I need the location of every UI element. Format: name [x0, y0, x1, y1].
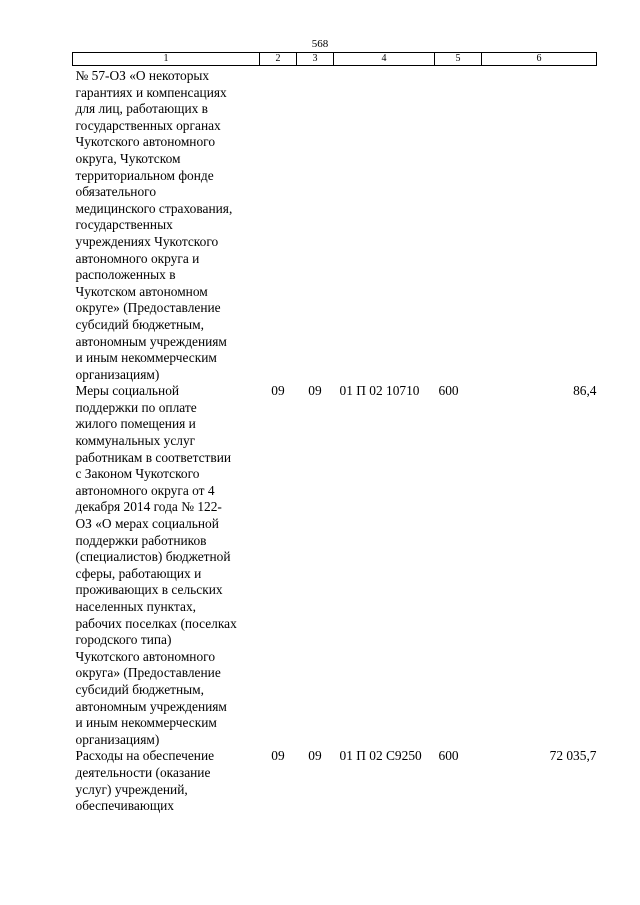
row-name-line: (специалистов) бюджетной — [75, 549, 231, 565]
row-name-line: поддержки работников — [75, 532, 207, 548]
table-row — [73, 383, 597, 748]
column-header-4: 4 — [334, 53, 435, 66]
row-amount: 86,4 — [573, 383, 597, 399]
row-name-line: поддержки по оплате — [75, 399, 197, 415]
row-expense-type-code — [435, 66, 482, 384]
column-number-header — [73, 53, 597, 66]
column-header-1: 1 — [73, 53, 260, 66]
row-name-line: Чукотского автономного — [75, 134, 216, 150]
row-name — [73, 383, 260, 748]
row-name-line: для лиц, работающих в — [75, 101, 208, 117]
row-name-line: обязательного — [75, 184, 157, 200]
row-target-article-code — [334, 66, 435, 384]
row-name-line: государственных органах — [75, 117, 221, 133]
row-amount: 72 035,7 — [549, 748, 597, 764]
row-name-line: округе» (Предоставление — [75, 300, 221, 316]
column-header-5: 5 — [435, 53, 482, 66]
row-name-line: автономного округа и — [75, 250, 200, 266]
row-subsection-code: 09 — [308, 383, 322, 399]
row-target-article-code: 01 П 02 С9250 — [339, 748, 422, 764]
row-name-line: государственных — [75, 217, 173, 233]
page-number: 568 — [311, 38, 329, 50]
row-name-line: субсидий бюджетным, — [75, 681, 205, 697]
row-name-line: расположенных в — [75, 267, 176, 283]
row-name-line: населенных пунктах, — [75, 599, 197, 614]
row-subsection-code — [297, 66, 334, 384]
row-name-line: учреждениях Чукотского — [75, 233, 219, 249]
column-header-2: 2 — [260, 53, 297, 66]
table-row — [73, 66, 597, 384]
row-name-line: услуг) учреждений, — [75, 781, 188, 797]
row-name — [73, 66, 260, 384]
row-name-line: проживающих в сельских — [75, 582, 223, 598]
table-body — [73, 66, 597, 815]
row-amount — [482, 66, 597, 384]
row-name-line: гарантиях и компенсациях — [75, 84, 227, 100]
row-name-line: округа, Чукотском — [75, 150, 181, 166]
row-section-code: 09 — [271, 748, 285, 764]
row-name-line: Чукотском автономном — [75, 283, 208, 299]
row-name-line: сферы, работающих и — [75, 565, 202, 581]
row-expense-type-code: 600 — [438, 383, 459, 399]
row-name-line: автономным учреждениям — [75, 698, 227, 714]
row-subsection-code: 09 — [308, 748, 322, 764]
row-name-line: работникам в соответствии — [75, 449, 232, 465]
row-name-line: рабочих поселках (поселках — [75, 615, 237, 631]
row-name-line: с Законом Чукотского — [75, 466, 200, 482]
column-header-6: 6 — [482, 53, 597, 66]
row-name-line: субсидий бюджетным, — [75, 316, 205, 332]
row-name-line: и иным некоммерческим — [75, 350, 217, 366]
row-name-line: организациям) — [75, 366, 160, 382]
row-name-line: Чукотского автономного — [75, 648, 216, 664]
row-expense-type-code: 600 — [438, 748, 459, 764]
column-header-3: 3 — [297, 53, 334, 66]
row-section-code: 09 — [271, 383, 285, 399]
row-name-line: территориальном фонде — [75, 167, 214, 183]
row-name-line: медицинского страхования, — [75, 200, 233, 216]
row-name-line: обеспечивающих — [75, 798, 174, 814]
row-name-line: № 57-ОЗ «О некоторых — [75, 68, 210, 83]
row-section-code — [260, 66, 297, 384]
row-name — [73, 748, 260, 814]
row-name-line: деятельности (оказание — [75, 764, 211, 780]
row-name-line: автономным учреждениям — [75, 333, 227, 349]
row-target-article-code: 01 П 02 10710 — [339, 383, 420, 399]
row-name-line: автономного округа от 4 — [75, 482, 215, 498]
row-name-line: и иным некоммерческим — [75, 715, 217, 731]
row-name-line: ОЗ «О мерах социальной — [75, 516, 219, 532]
row-name-line: декабря 2014 года № 122- — [75, 499, 222, 515]
row-name-line: Меры социальной — [75, 383, 180, 399]
table-row — [73, 748, 597, 814]
budget-table — [72, 52, 597, 815]
row-name-line: жилого помещения и — [75, 416, 196, 432]
row-name-line: организациям) — [75, 731, 160, 747]
row-name-line: Расходы на обеспечение — [75, 748, 215, 764]
row-name-line: коммунальных услуг — [75, 433, 196, 449]
row-name-line: округа» (Предоставление — [75, 665, 221, 681]
row-name-line: городского типа) — [75, 632, 172, 648]
